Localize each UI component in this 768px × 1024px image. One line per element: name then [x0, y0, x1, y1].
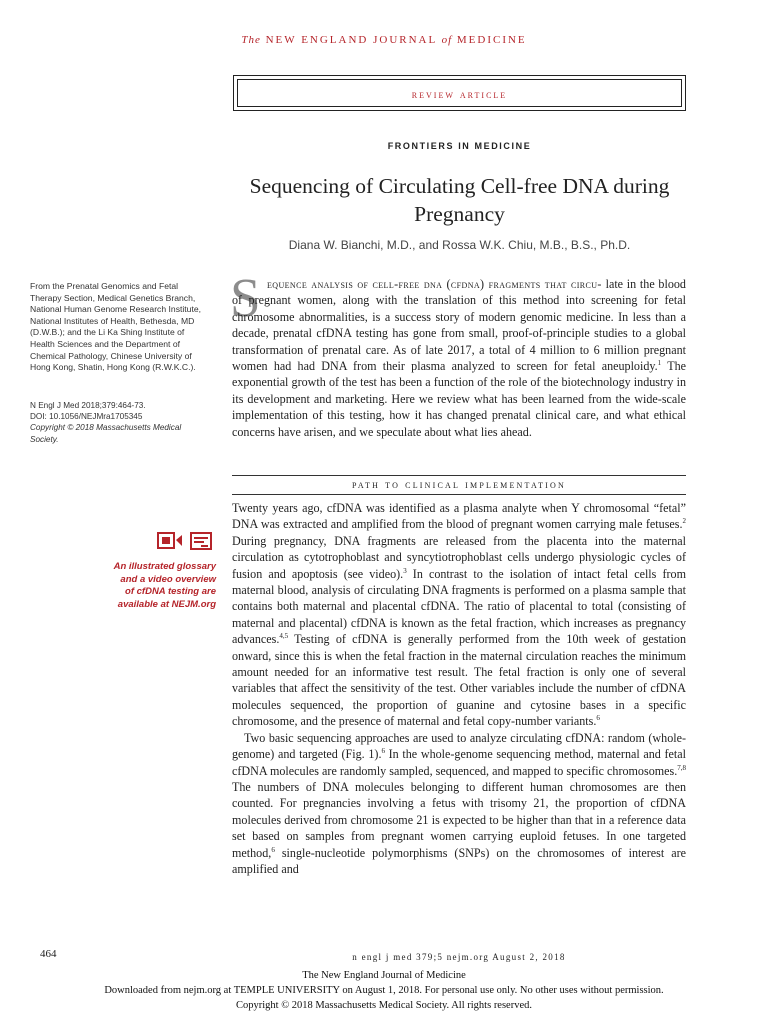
page-number: 464 — [40, 948, 57, 960]
reference-7-8[interactable]: 7,8 — [677, 763, 686, 772]
intro-paragraph — [232, 276, 686, 440]
author-affiliations: From the Prenatal Genomics and Fetal Therapy Section, Medical Genetics Branch, National Human Genome Research Institute, National Institutes of Health, Bethesda, MD (D.W.B.); and the Li Ka Shing Institute of Health Sciences and the Department of Chemical Pathology, Chinese University of Hong Kong, Shatin, Hong Kong (R.W.K.C.). — [30, 281, 202, 373]
body-text: single-nucleotide polymorphisms (SNPs) on the chromosomes of interest are amplified and — [232, 845, 686, 876]
masthead-prefix: The — [241, 34, 261, 46]
masthead-of: of — [441, 34, 453, 46]
reference-1[interactable]: 1 — [657, 359, 662, 367]
download-journal: The New England Journal of Medicine — [302, 970, 466, 981]
section-rule-top — [232, 475, 686, 476]
footer-citation: n engl j med 379;5 nejm.org August 2, 2018 — [352, 952, 566, 962]
section-heading: path to clinical implementation — [352, 479, 566, 491]
doi-link[interactable]: DOI: 10.1056/NEJMra1705345 — [30, 412, 143, 422]
article-body — [232, 500, 686, 877]
article-type-label: review article — [411, 87, 508, 101]
reference-3[interactable]: 3 — [403, 566, 407, 575]
reference-2[interactable]: 2 — [682, 517, 686, 526]
reference-6[interactable]: 6 — [381, 747, 385, 756]
download-statement: Downloaded from nejm.org at TEMPLE UNIVERSITY on August 1, 2018. For personal use only. No other uses without permission. — [104, 985, 664, 996]
intro-text: late in the blood of pregnant women, along with the translation of this method into screening for fetal chromosome abnormalities, is a success story of modern genomic medicine. In less than a decade, prenatal cfDNA testing has gone from small, proof-of-principle studies to a global transformation of prenatal care. As of late 2017, a total of 4 million to 6 million pregnant women had had DNA from their plasma analyzed to screen for fetal aneuploidy. — [232, 277, 686, 374]
journal-reference: N Engl J Med 2018;379:464-73. — [30, 401, 146, 410]
intro-text-2: The exponential growth of the test has been a function of the role of the biotechnology industry in its development and marketing. Here we review what has been learned from the wide-scale implementation of this testing, how it has changed prenatal clinical care, and what ethical concerns have arisen, and we speculate about what lies ahead. — [232, 359, 686, 439]
body-paragraph — [232, 730, 686, 878]
download-notice — [0, 968, 768, 1013]
download-copyright: Copyright © 2018 Massachusetts Medical Society. All rights reserved. — [236, 1000, 532, 1011]
article-authors: Diana W. Bianchi, M.D., and Rossa W.K. Chiu, M.B., B.S., Ph.D. — [288, 238, 631, 252]
reference-4-5[interactable]: 4,5 — [279, 632, 289, 641]
video-icon[interactable] — [158, 533, 182, 548]
drop-cap: S — [230, 267, 261, 328]
section-rule-bottom — [232, 494, 686, 495]
masthead-journal: NEW ENGLAND JOURNAL — [265, 34, 437, 46]
reference-6[interactable]: 6 — [271, 845, 275, 854]
body-text: During pregnancy, DNA fragments are released from the placenta into the maternal circulation as cytotrophoblast and syncytiotrophoblast cells undergo physiologic cycles of fusion and apoptosis (see video). — [232, 533, 686, 581]
body-text: The numbers of DNA molecules belonging to different human chromosomes are then counted. For pregnancies involving a fetus with trisomy 21, the proportion of cfDNA molecules derived from chromosome 21 is expected to be higher than that in a reference data set based on samples from pregnant women carrying euploid fetuses. In one targeted method, — [232, 779, 686, 860]
body-text: Testing of cfDNA is generally performed from the 10th week of gestation onward, since this is when the fetal fraction in the maternal circulation reaches the minimum amount needed for an informative test result. The fetal fraction is only one of several variables that affect the sensitivity of the test. Other variables include the number of cfDNA molecules sequenced, the proportion of guanine and cytosine bases in a specific chromosome, and the presence of maternal and fetal copy-number variants. — [232, 632, 686, 729]
citation-block — [30, 400, 208, 445]
reference-6[interactable]: 6 — [596, 714, 600, 723]
article-title: Sequencing of Circulating Cell-free DNA during Pregnancy — [249, 174, 670, 226]
multimedia-sidenote[interactable]: An illustrated glossary and a video overview of cfDNA testing are available at NEJM.org — [113, 561, 216, 610]
glossary-icon[interactable] — [191, 533, 211, 549]
copyright-notice: Copyright © 2018 Massachusetts Medical Society. — [30, 423, 182, 444]
body-text: Twenty years ago, cfDNA was identified as a plasma analyte when Y chromosomal “fetal” DNA was extracted and amplified from the blood of pregnant women carrying male fetuses. — [232, 501, 686, 532]
body-text: Two basic sequencing approaches are used to analyze circulating cfDNA: random (whole-genome) and targeted (Fig. 1). — [232, 730, 686, 762]
journal-masthead — [0, 34, 768, 46]
series-label: FRONTIERS IN MEDICINE — [387, 141, 532, 151]
intro-lead: equence analysis of cell-free dna (cfdna) fragments that circu- — [267, 277, 602, 291]
body-paragraph — [232, 500, 686, 730]
masthead-journal-end: MEDICINE — [456, 34, 527, 46]
body-text: In contrast to the isolation of intact fetal cells from maternal blood, analysis of circulating DNA fragments is performed on a plasma sample that contains both maternal and placental cfDNA. The ratio of placental to total (consisting of maternal and placental) cfDNA is known as the fetal fraction, which increases as pregnancy advances. — [232, 566, 686, 647]
body-text: In the whole-genome sequencing method, maternal and fetal cfDNA molecules are randomly sampled, sequenced, and mapped to specific chromosomes. — [232, 747, 686, 778]
media-icons — [157, 530, 215, 552]
